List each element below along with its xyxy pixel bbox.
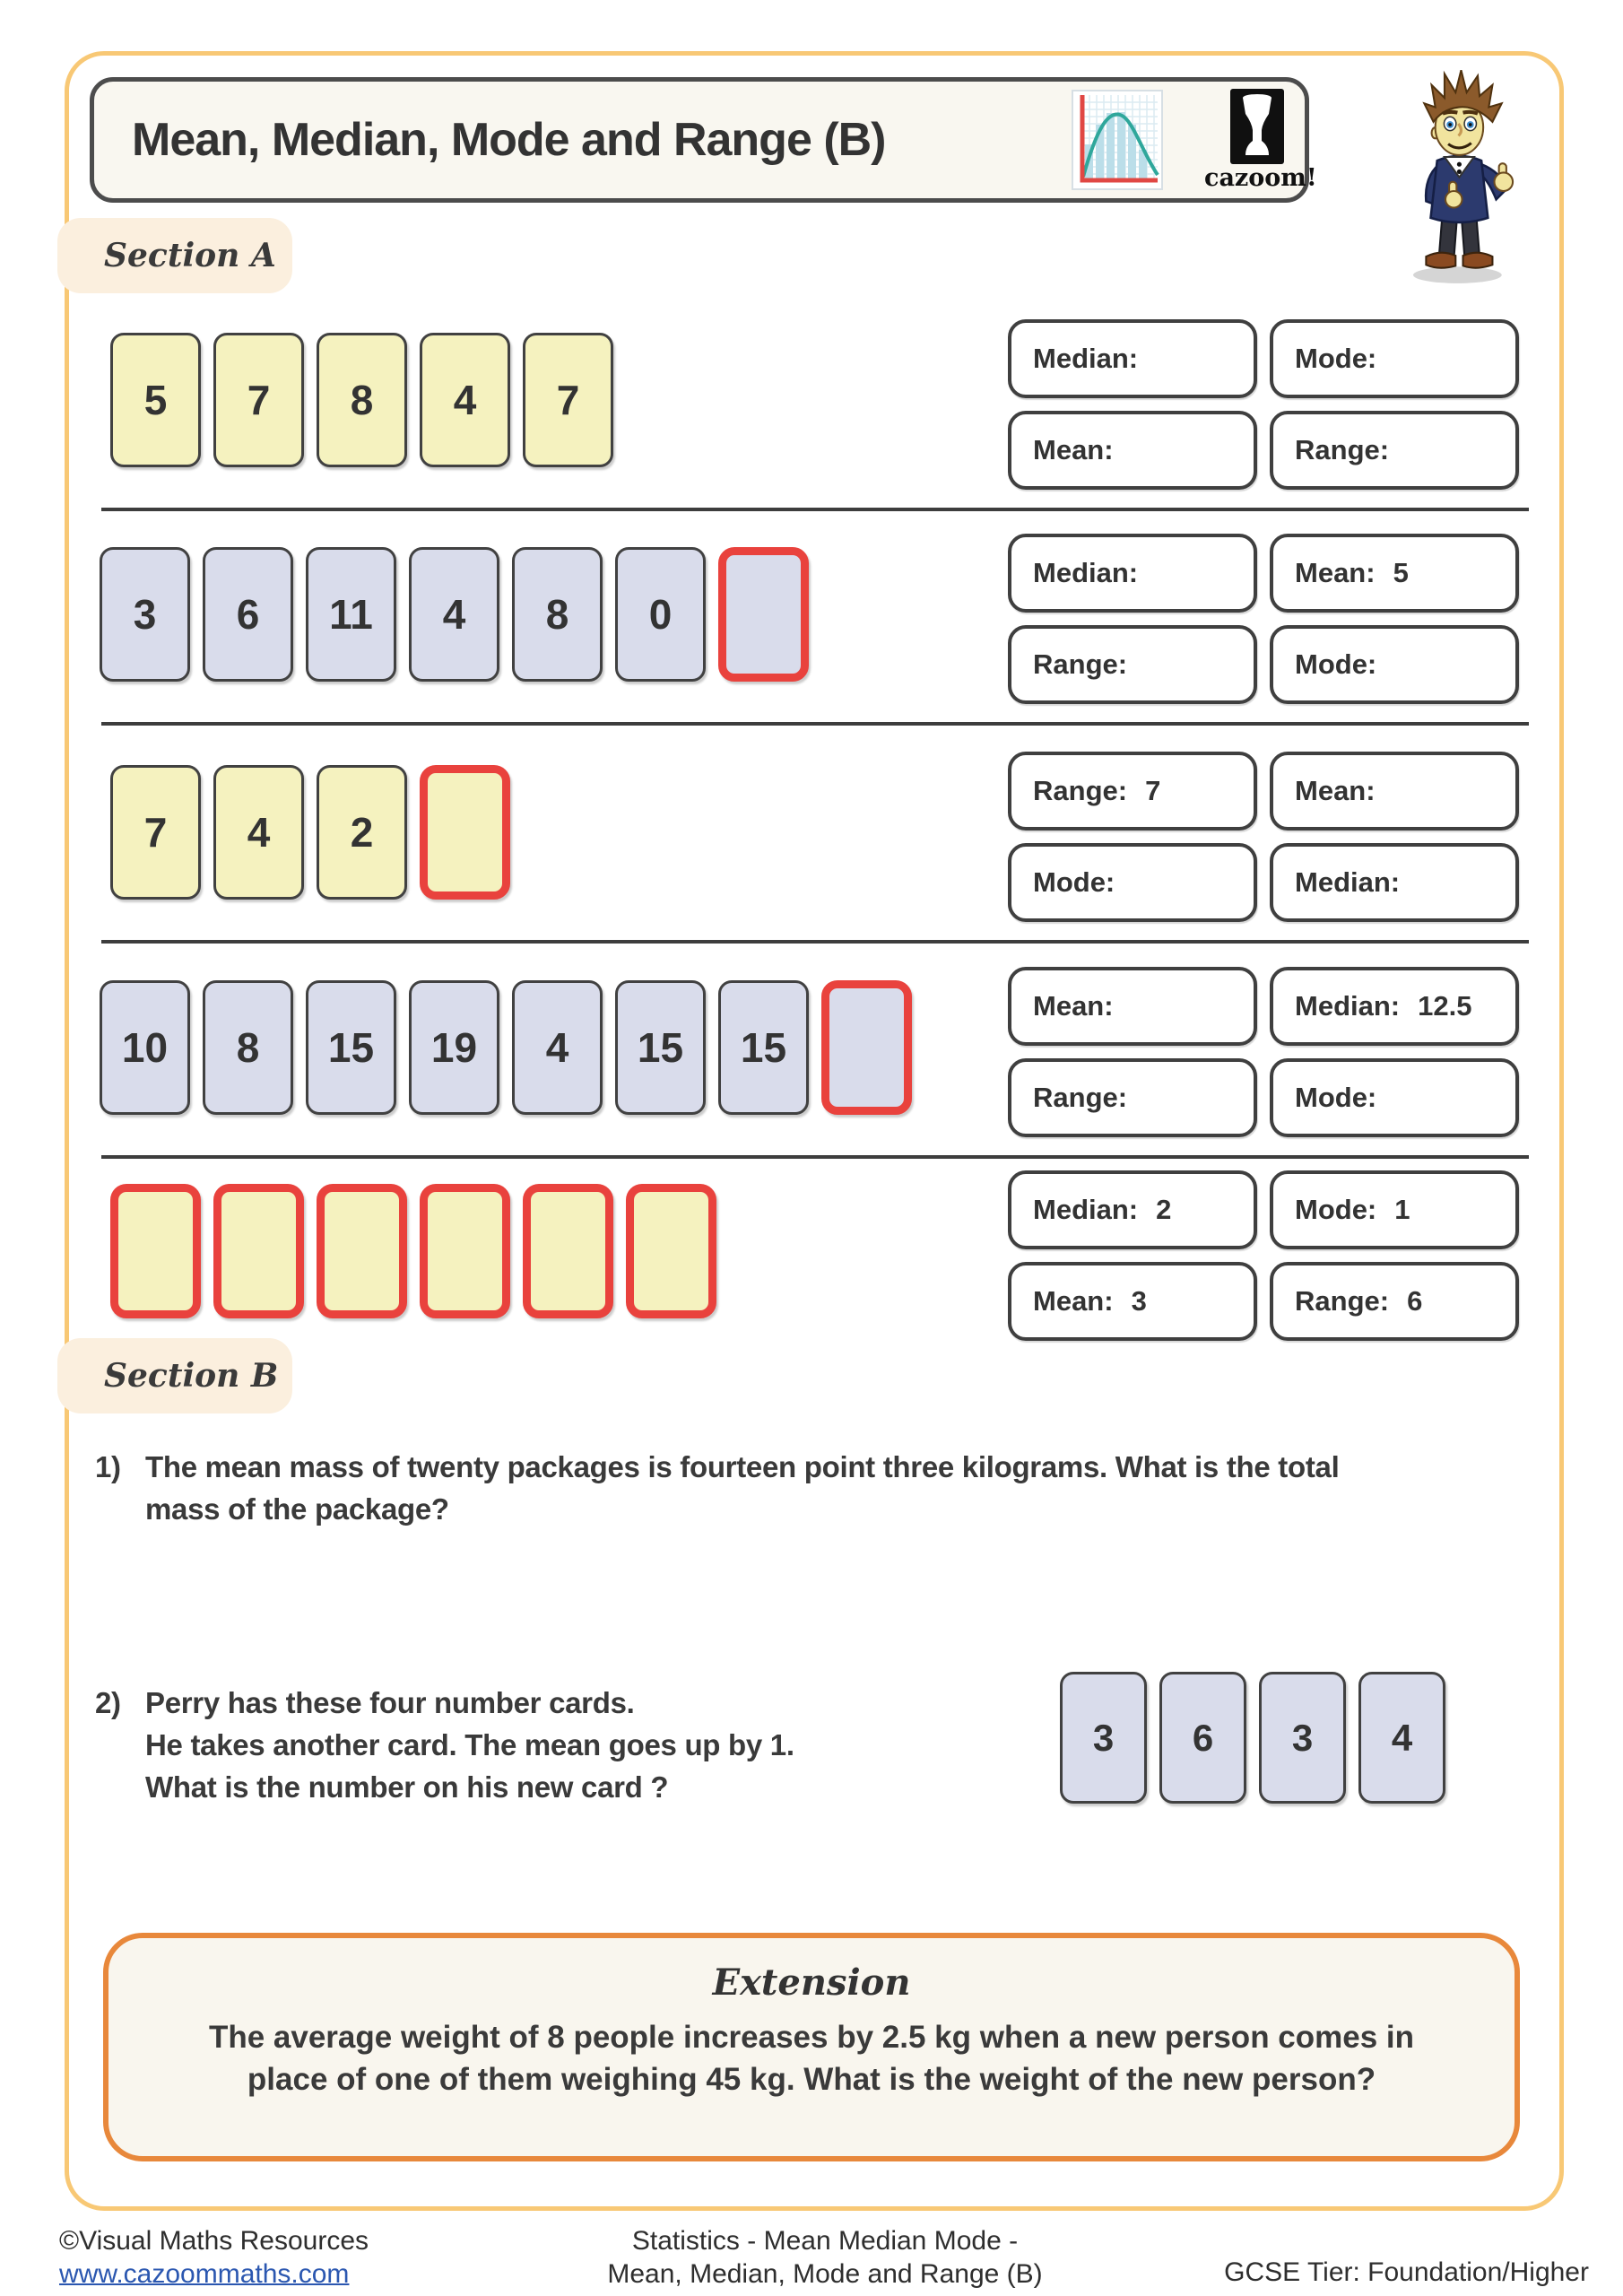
question-line: Perry has these four number cards. (145, 1686, 635, 1719)
answer-box-median[interactable] (1008, 1170, 1257, 1249)
footer-tier: GCSE Tier: Foundation/Higher (1224, 2257, 1589, 2287)
number-card (317, 333, 407, 467)
card-number: 4 (247, 809, 271, 856)
card-number: 7 (143, 809, 168, 856)
answer-box-label: Median: (1033, 343, 1139, 374)
question-2-cards (1060, 1672, 1445, 1804)
card-row (110, 1184, 716, 1318)
answer-box-label: Median: (1295, 990, 1401, 1022)
card-number: 0 (648, 591, 673, 638)
question-2 (95, 1682, 794, 1808)
answer-box-median[interactable] (1008, 534, 1257, 613)
row-divider (101, 1155, 1529, 1159)
section-a-label-text: Section A (104, 237, 276, 274)
blank-answer-card[interactable] (317, 1184, 407, 1318)
answer-box-mean[interactable] (1008, 1262, 1257, 1341)
number-card (615, 980, 706, 1115)
row-divider (101, 722, 1529, 726)
card-row (110, 765, 510, 900)
number-card (203, 980, 293, 1115)
answer-box-value: 12.5 (1418, 990, 1472, 1022)
number-card (306, 980, 396, 1115)
footer-topic-line: Statistics - Mean Median Mode - (631, 2226, 1019, 2256)
answer-box-mode[interactable] (1270, 1058, 1519, 1137)
answer-box-label: Mean: (1033, 990, 1114, 1022)
blank-answer-card[interactable] (718, 547, 809, 682)
card-number: 10 (121, 1024, 169, 1071)
question-2-number: 2) (95, 1686, 121, 1719)
answer-box-range[interactable] (1008, 1058, 1257, 1137)
blank-answer-card[interactable] (420, 1184, 510, 1318)
number-card (718, 980, 809, 1115)
question-line: What is the number on his new card ? (145, 1770, 669, 1804)
blank-answer-card[interactable] (213, 1184, 304, 1318)
answer-box-label: Mode: (1295, 1194, 1377, 1225)
copyright-text: ©Visual Maths Resources (59, 2226, 369, 2256)
page-title: Mean, Median, Mode and Range (B) (132, 114, 886, 166)
answer-box-median[interactable] (1270, 843, 1519, 922)
card-number: 8 (545, 591, 569, 638)
answer-box-range[interactable] (1008, 625, 1257, 704)
answer-box-value: 1 (1394, 1194, 1410, 1225)
number-card (409, 980, 499, 1115)
answer-box-label: Range: (1033, 775, 1128, 806)
answer-box-mean[interactable] (1008, 411, 1257, 490)
answer-box-label: Median: (1295, 866, 1401, 898)
footer-left (59, 2224, 369, 2291)
number-card (100, 547, 190, 682)
card-number: 4 (453, 377, 477, 423)
answer-box-range[interactable] (1270, 411, 1519, 490)
footer-center (502, 2224, 1148, 2291)
answer-box-mode[interactable] (1270, 319, 1519, 398)
number-card (100, 980, 190, 1115)
card-number: 7 (556, 377, 580, 423)
card-number: 4 (1391, 1716, 1413, 1759)
cazoom-logo (1204, 89, 1317, 192)
answer-box-label: Median: (1033, 1194, 1139, 1225)
answer-box-mean[interactable] (1270, 752, 1519, 831)
extension-line: place of one of them weighing 45 kg. What is the weight of the new person? (247, 2062, 1376, 2097)
answer-box-label: Mean: (1033, 1285, 1114, 1317)
section-b-label (57, 1338, 292, 1413)
card-row (100, 980, 912, 1115)
answer-box-label: Range: (1295, 434, 1390, 465)
answer-box-mean[interactable] (1270, 534, 1519, 613)
card-number: 3 (1291, 1716, 1314, 1759)
number-card (1358, 1672, 1445, 1804)
answer-box-label: Range: (1033, 1082, 1128, 1113)
answer-box-mode[interactable] (1270, 1170, 1519, 1249)
mascot-boy-illustration (1402, 61, 1523, 287)
card-number: 2 (350, 809, 374, 856)
number-card (1259, 1672, 1346, 1804)
answer-box-value: 5 (1393, 557, 1409, 588)
cazoom-goblet-icon (1230, 89, 1284, 164)
blank-answer-card[interactable] (523, 1184, 613, 1318)
question-1-number: 1) (95, 1450, 121, 1483)
answer-box-value: 7 (1145, 775, 1161, 806)
card-number: 4 (545, 1024, 569, 1071)
footer-worksheet-line: Mean, Median, Mode and Range (B) (607, 2259, 1043, 2289)
answer-box-label: Mode: (1295, 343, 1377, 374)
answer-box-mode[interactable] (1008, 843, 1257, 922)
section-a-label (57, 218, 292, 293)
number-card (1159, 1672, 1246, 1804)
card-number: 8 (236, 1024, 260, 1071)
number-card (523, 333, 613, 467)
answer-box-range[interactable] (1008, 752, 1257, 831)
answer-box-value: 3 (1131, 1285, 1147, 1317)
blank-answer-card[interactable] (626, 1184, 716, 1318)
card-number: 3 (1092, 1716, 1115, 1759)
card-number: 8 (350, 377, 374, 423)
answer-box-median[interactable] (1008, 319, 1257, 398)
card-number: 15 (740, 1024, 787, 1071)
card-row (110, 333, 613, 467)
answer-box-range[interactable] (1270, 1262, 1519, 1341)
question-2-text (145, 1682, 794, 1808)
answer-box-label: Mean: (1295, 775, 1376, 806)
row-divider (101, 508, 1529, 511)
card-number: 11 (329, 591, 373, 638)
card-number: 3 (133, 591, 157, 638)
card-number: 6 (236, 591, 260, 638)
card-number: 5 (143, 377, 168, 423)
question-line: The mean mass of twenty packages is fourteen point three kilograms. What is the total (145, 1450, 1340, 1483)
answer-box-mode[interactable] (1270, 625, 1519, 704)
card-number: 15 (637, 1024, 684, 1071)
blank-answer-card[interactable] (821, 980, 912, 1115)
card-number: 4 (442, 591, 466, 638)
question-line: He takes another card. The mean goes up by 1. (145, 1728, 794, 1761)
extension-box (103, 1933, 1520, 2161)
number-card (110, 765, 201, 900)
answer-box-value: 2 (1156, 1194, 1172, 1225)
card-number: 19 (430, 1024, 478, 1071)
number-card (409, 547, 499, 682)
answer-box-label: Range: (1033, 648, 1128, 680)
answer-box-label: Mean: (1295, 557, 1376, 588)
answer-box-label: Range: (1295, 1285, 1390, 1317)
card-number: 6 (1192, 1716, 1214, 1759)
cazoommaths-link[interactable]: www.cazoommaths.com (59, 2259, 350, 2289)
number-card (110, 333, 201, 467)
number-card (1060, 1672, 1147, 1804)
number-card (306, 547, 396, 682)
number-card (512, 547, 603, 682)
card-number: 7 (247, 377, 271, 423)
card-row (100, 547, 809, 682)
answer-box-median[interactable] (1270, 967, 1519, 1046)
card-number: 15 (327, 1024, 375, 1071)
answer-box-label: Mode: (1295, 1082, 1377, 1113)
section-b-label-text: Section B (104, 1357, 279, 1395)
cazoom-logo-text: cazoom! (1204, 164, 1317, 192)
number-card (420, 333, 510, 467)
answer-box-label: Mode: (1295, 648, 1377, 680)
blank-answer-card[interactable] (420, 765, 510, 900)
blank-answer-card[interactable] (110, 1184, 201, 1318)
answer-box-mean[interactable] (1008, 967, 1257, 1046)
title-bar (90, 77, 1317, 203)
answer-box-label: Median: (1033, 557, 1139, 588)
histogram-icon (1072, 90, 1163, 190)
question-1-text (145, 1446, 1339, 1530)
number-card (317, 765, 407, 900)
question-1 (95, 1446, 1339, 1530)
extension-title: Extension (712, 1961, 911, 2004)
extension-line: The average weight of 8 people increases by 2.5 kg when a new person comes in (208, 2020, 1415, 2055)
answer-box-label: Mode: (1033, 866, 1115, 898)
number-card (615, 547, 706, 682)
answer-box-value: 6 (1407, 1285, 1423, 1317)
number-card (512, 980, 603, 1115)
answer-box-label: Mean: (1033, 434, 1114, 465)
question-line: mass of the package? (145, 1492, 449, 1526)
number-card (213, 765, 304, 900)
number-card (213, 333, 304, 467)
number-card (203, 547, 293, 682)
row-divider (101, 940, 1529, 944)
